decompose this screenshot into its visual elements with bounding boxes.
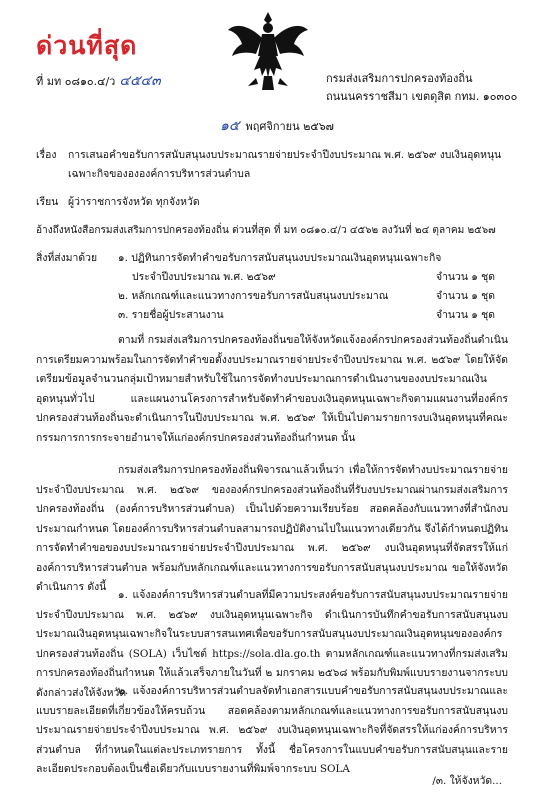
subject-text-1: การเสนอคำขอรับการสนับสนุนงบประมาณรายจ่ายประจำปีงบประมาณ พ.ศ. ๒๕๖๙ งบเงินอุดหนุน bbox=[68, 149, 502, 161]
document-date bbox=[220, 115, 334, 137]
enclosure-item-1-line-1: ๑. ปฏิทินการจัดทำคำขอรับการสนับสนุนงบประมาณเงินอุดหนุนเฉพาะกิจ bbox=[118, 252, 442, 264]
sender-name: กรมส่งเสริมการปกครองท้องถิ่น bbox=[326, 72, 473, 85]
recipient-label: เรียน bbox=[36, 196, 59, 208]
document-number bbox=[36, 70, 161, 92]
continuation-marker: /๓. ให้จังหวัด... bbox=[432, 775, 502, 787]
subject-line-1 bbox=[36, 146, 506, 165]
body-paragraph-1 bbox=[36, 331, 508, 448]
reference-line: อ้างถึงหนังสือกรมส่งเสริมการปกครองท้องถิ่น ด่วนที่สุด ที่ มท ๐๘๑๐.๔/ว ๔๕๖๒ ลงวันที่ ๒๔ ตุลาคม ๒๕๖๗ bbox=[36, 225, 496, 236]
body-paragraph-4 bbox=[36, 682, 508, 780]
garuda-emblem-icon bbox=[226, 8, 310, 94]
enclosure-item-1-qty: จำนวน ๑ ชุด bbox=[436, 271, 495, 283]
paragraph-text: ตามที่ กรมส่งเสริมการปกครองท้องถิ่นขอให้จังหวัดแจ้งองค์กรปกครองส่วนท้องถิ่นดำเนินการเตรียมความพร้อมในการจัดทำคำขอตั้งงบประมาณรายจ่ายประจำปีงบประมาณ พ.ศ. ๒๕๖๙ โดยให้จัดเตรียมข้อมูลจำนวนกลุ่มเป้าหมายสำหรับใช้ในการจัดทำงบประมาณการดำเนินงานของงบประมาณเงินอุดหนุนทั่วไป และแผนงานโครงการสำหรับจัดทำคำขอบงเงินอุดหนุนเฉพาะกิจตามแผนงานที่องค์กรปกครองส่วนท้องถิ่นจะดำเนินการในปีงบประมาณ พ.ศ. ๒๕๖๙ ให้เป็นไปตามรายการงบเงินอุดหนุนที่คณะกรรมการการกระจายอำนาจให้แก่องค์กรปกครองส่วนท้องถิ่นกำหนด นั้น bbox=[36, 334, 508, 444]
sender-street: ถนนนครราชสีมา เขตดุสิต กทม. ๑๐๓๐๐ bbox=[326, 90, 518, 103]
enclosure-item-2-qty: จำนวน ๑ ชุด bbox=[436, 290, 495, 302]
date-month-year: พฤศจิกายน ๒๕๖๗ bbox=[245, 120, 334, 133]
sender-address bbox=[326, 70, 517, 106]
body-paragraph-2 bbox=[36, 461, 508, 598]
document-number-prefix: ที่ มท ๐๘๑๐.๔/ว bbox=[36, 75, 116, 88]
paragraph-text: กรมส่งเสริมการปกครองท้องถิ่นพิจารณาแล้วเห็นว่า เพื่อให้การจัดทำงบประมาณรายจ่ายประจำปีงบประมาณ พ.ศ. ๒๕๖๙ ขององค์กรปกครองส่วนท้องถิ่นที่รับงบประมาณผ่านกรมส่งเสริมการปกครองท้องถิ่น (องค์การบริหารส่วนตำบล) เป็นไปด้วยความเรียบร้อย สอดคล้องกับแนวทางที่สำนักงบประมาณกำหนด โดยองค์การบริหารส่วนตำบลสามารถปฏิบัติงานไปในแนวทางเดียวกัน จึงได้กำหนดปฏิทินการจัดทำคำขอของบประมาณรายจ่ายประจำปีงบประมาณ พ.ศ. ๒๕๖๙ งบเงินอุดหนุนที่จัดสรรให้แก่องค์การบริหารส่วนตำบล พร้อมกับหลักเกณฑ์และแนวทางการขอรับการสนับสนุนงบประมาณ ขอให้จังหวัดดำเนินการ ดังนี้ bbox=[36, 464, 508, 593]
urgency-stamp: ด่วนที่สุด bbox=[36, 31, 138, 60]
subject-line-2: เฉพาะกิจของององค์การบริหารส่วนตำบล bbox=[68, 168, 251, 180]
paragraph-text: ๑. แจ้งองค์การบริหารส่วนตำบลที่มีความประสงค์ขอรับการสนับสนุนงบประมาณรายจ่ายประจำปีงบประมาณ พ.ศ. ๒๕๖๙ งบเงินอุดหนุนเฉพาะกิจ ดำเนินการบันทึกคำขอรับการสนับสนุนงบประมาณเงินอุดหนุนเฉพาะกิจในระบบสารสนเทศเพื่อขอรับการสนับสนุนงบประมาณเงินอุดหนุนขององค์กรปกครองส่วนท้องถิ่น (SOLA) เว็บไซต์ https://sola.dla.go.th ตามหลักเกณฑ์และแนวทางที่กรมส่งเสริมการปกครองท้องถิ่นกำหนด ให้แล้วเสร็จภายในวันที่ ๒ มกราคม ๒๕๖๘ พร้อมกับพิมพ์แบบรายงานจากระบบดังกล่าวส่งให้จังหวัด bbox=[36, 589, 508, 699]
recipient-line bbox=[36, 193, 506, 212]
enclosure-item-3: ๓. รายชื่อผู้ประสานงาน bbox=[118, 309, 224, 321]
date-day-handwritten: ๑๕ bbox=[220, 118, 240, 134]
enclosure-label: สิ่งที่ส่งมาด้วย bbox=[36, 252, 98, 264]
document-number-handwritten: ๔๕๔๓ bbox=[119, 73, 161, 89]
enclosure-item-2: ๒. หลักเกณฑ์และแนวทางการขอรับการสนับสนุนงบประมาณ bbox=[118, 290, 389, 302]
paragraph-text: ๒. แจ้งองค์การบริหารส่วนตำบลจัดทำเอกสารแบบคำขอรับการสนับสนุนงบประมาณและแบบรายละเอียดที่เกี่ยวข้องให้ครบถ้วน สอดคล้องตามหลักเกณฑ์และแนวทางการขอรับการสนับสนุนงบประมาณรายจ่ายประจำปีงบประมาณ พ.ศ. ๒๕๖๙ งบเงินอุดหนุนเฉพาะกิจที่จัดสรรให้แก่องค์การบริหารส่วนตำบล ที่กำหนดในแต่ละประเภทรายการ ทั้งนี้ ชื่อโครงการในแบบคำขอรับการสนับสนุนและรายละเอียดประกอบต้องเป็นชื่อเดียวกับแบบรายงานที่พิมพ์จากระบบ SOLA bbox=[36, 685, 508, 775]
recipient-value: ผู้ว่าราชการจังหวัด ทุกจังหวัด bbox=[68, 196, 200, 208]
subject-label: เรื่อง bbox=[36, 149, 57, 161]
enclosure-item-1-line-2: ประจำปีงบประมาณ พ.ศ. ๒๕๖๙ bbox=[132, 271, 276, 283]
enclosure-item-3-qty: จำนวน ๑ ชุด bbox=[436, 309, 495, 321]
